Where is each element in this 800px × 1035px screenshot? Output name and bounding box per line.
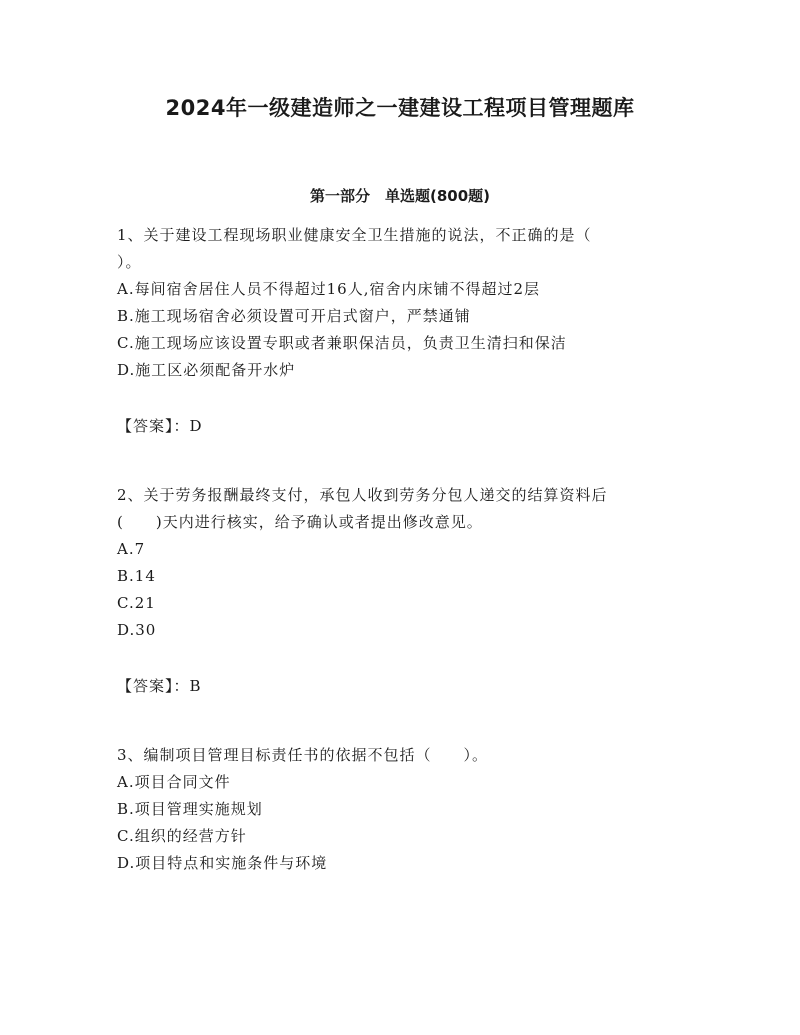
question-1-stem-line-1: 1、关于建设工程现场职业健康安全卫生措施的说法，不正确的是（: [117, 226, 592, 244]
question-3-option-d: D.项目特点和实施条件与环境: [117, 854, 328, 872]
question-2-option-a: A.7: [117, 540, 146, 558]
question-2-answer: [117, 673, 202, 700]
section-title: 第一部分 单选题(800题): [309, 187, 491, 205]
question-1-option-c: C.施工现场应该设置专职或者兼职保洁员，负责卫生清扫和保洁: [117, 334, 567, 352]
question-1-option-b: B.施工现场宿舍必须设置可开启式窗户，严禁通铺: [117, 307, 471, 325]
question-1: [117, 222, 687, 384]
question-1-stem-line-2: ）。: [117, 253, 142, 271]
question-2-stem-line-1: 2、关于劳务报酬最终支付，承包人收到劳务分包人递交的结算资料后: [117, 486, 608, 504]
question-3-option-b: B.项目管理实施规划: [117, 800, 263, 818]
question-2-option-c: C.21: [117, 594, 156, 612]
answer-value: ：B: [173, 677, 202, 695]
question-1-option-d: D.施工区必须配备开水炉: [117, 361, 296, 379]
question-3: [117, 742, 687, 877]
question-1-option-a: A.每间宿舍居住人员不得超过16人,宿舍内床铺不得超过2层: [117, 280, 541, 298]
question-2-option-b: B.14: [117, 567, 156, 585]
question-2-stem-line-2: ( )天内进行核实，给予确认或者提出修改意见。: [117, 513, 483, 531]
question-3-option-c: C.组织的经营方针: [117, 827, 247, 845]
answer-value: ：D: [173, 417, 203, 435]
question-1-answer: [117, 413, 203, 440]
question-3-stem-line-1: 3、编制项目管理目标责任书的依据不包括（ ）。: [117, 746, 489, 764]
question-3-option-a: A.项目合同文件: [117, 773, 231, 791]
question-2-option-d: D.30: [117, 621, 157, 639]
answer-label: 【答案】: [117, 417, 174, 435]
question-2: [117, 482, 687, 644]
answer-label: 【答案】: [117, 677, 174, 695]
document-title: 2024年一级建造师之一建建设工程项目管理题库: [165, 96, 635, 120]
